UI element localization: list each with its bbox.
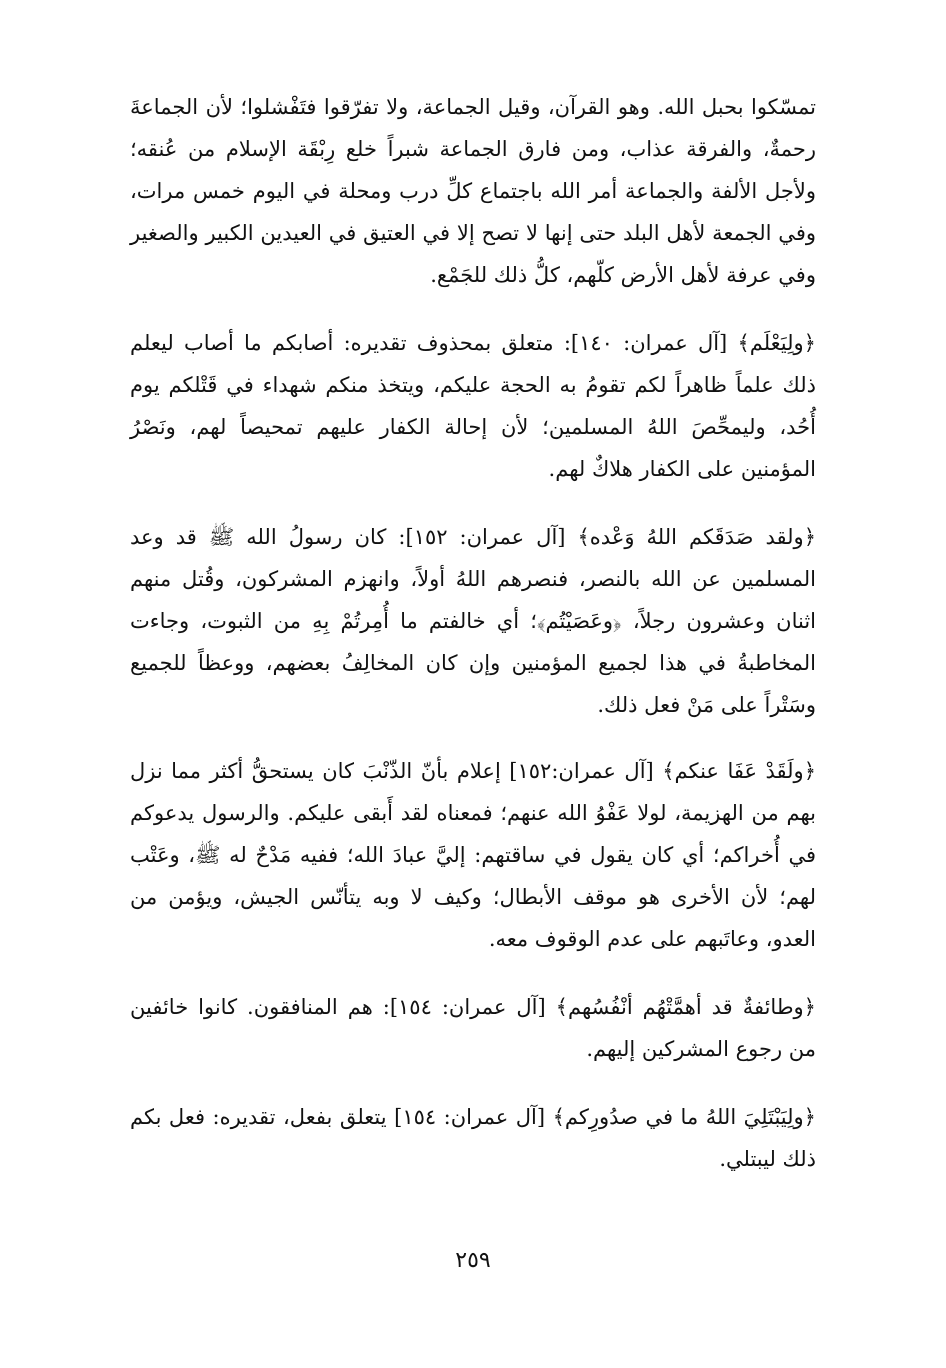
- paragraph-1: تمسّكوا بحبل الله. وهو القرآن، وقيل الجماعة، ولا تفرّقوا فتَفْشلوا؛ لأن الجماعةَ رحمةٌ، والفرقة عذاب، ومن فارق الجماعة شبراً خلع رِبْقَة الإسلام من عُنقه؛ ولأجل الألفة والجماعة أمر الله باجتماع كلِّ درب ومحلة في اليوم خمس مرات، وفي الجمعة لأهل البلد حتى إنها لا تصح إلا في العتيق في العيدين الكبير والصغير وفي عرفة لأهل الأرض كلّهم، كلُّ ذلك للجَمْع.: [130, 95, 816, 287]
- page-number: ٢٥٩: [455, 1248, 491, 1273]
- paragraph-6: ﴿ولِيَبْتَلِيَ اللهُ ما في صدُورِكم﴾ [آل عمران: ١٥٤] يتعلق بفعل، تقديره: فعل بكم ذلك ليبتلي.: [130, 1105, 816, 1171]
- paragraph-5: ﴿وطائفةٌ قد أهمَّتْهُم أنْفُسُهم﴾ [آل عمران: ١٥٤]: هم المنافقون. كانوا خائفين من رجوع المشركين إليهم.: [130, 995, 816, 1061]
- paragraph-4: ﴿ولَقَدْ عَفَا عنكم﴾ [آل عمران:١٥٢] إعلام بأنّ الذّنْبَ كان يستحقُّ أكثر مما نزل بهم من الهزيمة، لولا عَفْوُ الله عنهم؛ فمعناه لقد أَبقى عليكم. والرسول يدعوكم في أُخراكم؛ أي كان يقول في ساقتهم: إليَّ عبادَ الله؛ ففيه مَدْحٌ له ﷺ، وعَتْب لهم؛ لأن الأخرى هو موقف الأبطال؛ وكيف لا وبه يتأنّس الجيش، ويؤمن من العدو، وعاتَبهم على عدم الوقوف معه.: [130, 759, 816, 951]
- page-body: [130, 86, 816, 1206]
- paragraph-2: ﴿ولِيَعْلَم﴾ [آل عمران: ١٤٠]: متعلق بمحذوف تقديره: أصابكم ما أصاب ليعلم ذلك علماً ظاهراً لكم تقومُ به الحجة عليكم، ويتخذ منكم شهداء في قَتْلكم يوم أُحُد، وليمحِّصَ اللهُ المسلمين؛ لأن إحالة الكفار عليهم تمحيصاً لهم، ونَصْرُ المؤمنين على الكفار هلاكٌ لهم.: [130, 331, 816, 481]
- paragraph-3: ﴿ولقد صَدَقَكم اللهُ وَعْده﴾ [آل عمران: ١٥٢]: كان رسولُ الله ﷺ قد وعد المسلمين عن الله بالنصر، فنصرهم اللهُ أولاً، وانهزم المشركون، وقُتل منهم اثنان وعشرون رجلاً، ﴿وعَصَيْتُم﴾؛ أي خالفتم ما أُمِرتُمْ بِهِ من الثبوت، وجاءت المخاطبةُ في هذا لجميع المؤمنين وإن كان المخالِفُ بعضهم، ووعظاً للجميع وسَتْراً على مَنْ فعل ذلك.: [130, 525, 816, 717]
